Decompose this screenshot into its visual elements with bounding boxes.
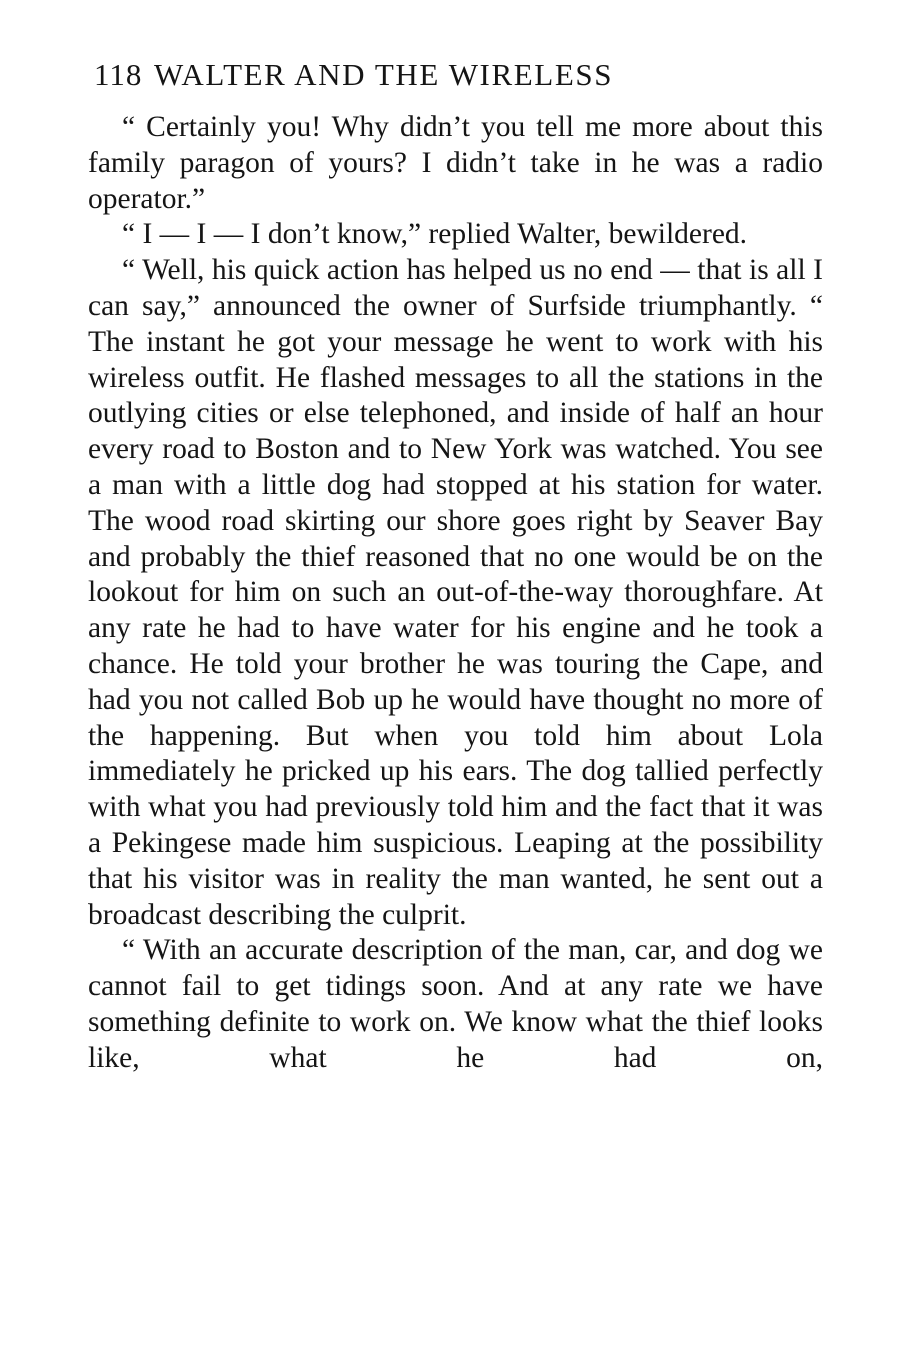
paragraph: “ I — I — I don’t know,” replied Walter, bewildered. (122, 218, 748, 251)
running-title: WALTER AND THE WIRELESS (154, 57, 614, 92)
running-head (94, 52, 823, 98)
paragraph: “ Well, his quick action has helped us no end — that is all I can say,” announced the owner of Surfside triumphantly. “ The instant he got your message he went to work with his wireless outfit. He flashed messages to all the stations in the outlying cities or else telephoned, and inside of half an hour every road to Boston and to New York was watched. You see a man with a little dog had stopped at his station for water. The wood road skirting our shore goes right by Seaver Bay and probably the thief reasoned that no one would be on the lookout for him on such an out-of-the-way thoroughfare. At any rate he had to have water for his engine and he took a chance. He told your brother he was touring the Cape, and had you not called Bob up he would have thought no more of the happening. But when you told him about Lola immediately he pricked up his ears. The dog tallied perfectly with what you had previously told him and the fact that it was a Pekingese made him suspicious. Leaping at the possibility that his visitor was in reality the man wanted, he sent out a broadcast describing the culprit. (88, 254, 823, 931)
paragraph: “ Certainly you! Why didn’t you tell me more about this family paragon of yours? I didn’t take in he was a radio operator.” (88, 111, 823, 215)
page-number: 118 (94, 57, 143, 92)
paragraph: “ With an accurate description of the man, car, and dog we cannot fail to get tidings soon. And at any rate we have something definite to work on. We know what the thief looks like, what he had on, (88, 934, 823, 1074)
body-text (88, 110, 823, 1077)
book-page (88, 52, 823, 1077)
